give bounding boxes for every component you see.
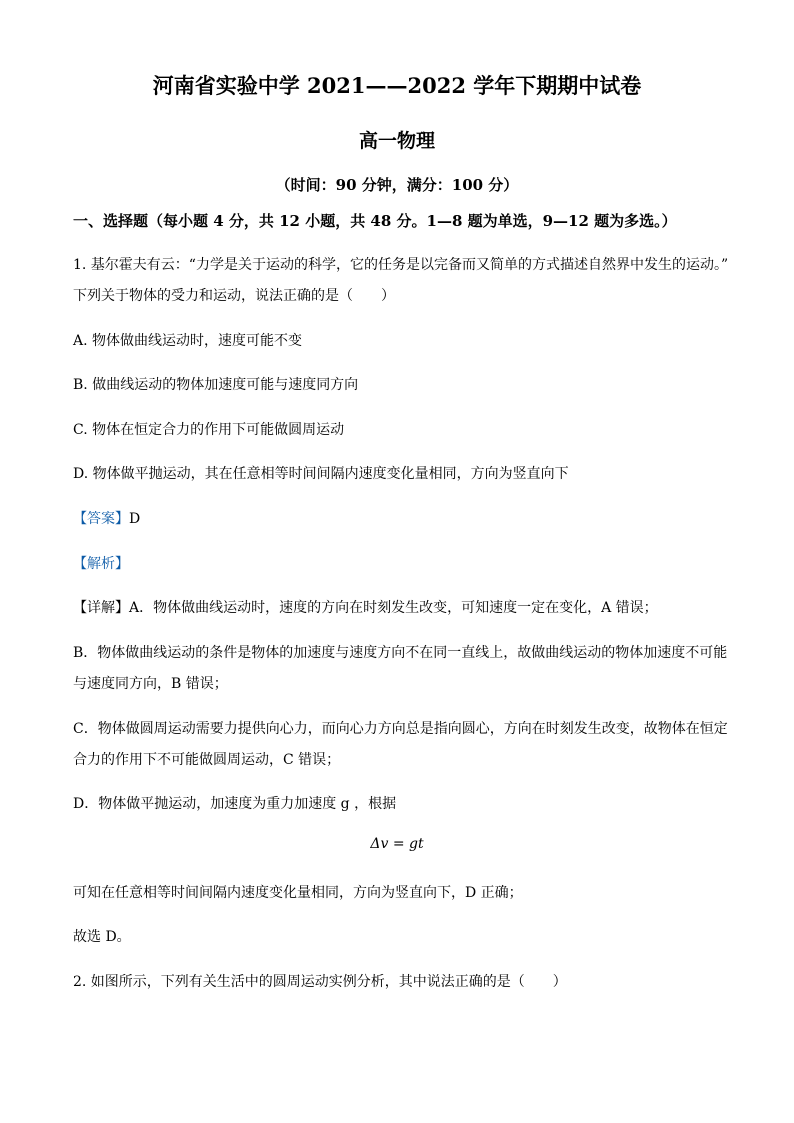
answer-label: 【答案】	[73, 511, 129, 527]
answer-line	[73, 508, 140, 528]
detail-a-text: A．物体做曲线运动时，速度的方向在时刻发生改变，可知速度一定在变化，A 错误；	[129, 600, 658, 616]
question1-option-c: C. 物体在恒定合力的作用下可能做圆周运动	[73, 422, 345, 438]
detail-label: 【详解】	[73, 600, 129, 616]
exam-subject: 高一物理	[358, 130, 435, 152]
detail-b-line2: 与速度同方向，B 错误；	[73, 676, 228, 692]
detail-d-line1: D．物体做平抛运动，加速度为重力加速度 g ，根据	[73, 796, 397, 812]
detail-b-line1: B．物体做曲线运动的条件是物体的加速度与速度方向不在同一直线上，故做曲线运动的物体加速度不可能	[73, 645, 728, 661]
analysis-label: 【解析】	[73, 556, 129, 572]
analysis-line	[73, 553, 129, 573]
question1-option-a: A. 物体做曲线运动时，速度可能不变	[73, 333, 303, 349]
answer-value: D	[129, 511, 141, 527]
question1-option-b: B. 做曲线运动的物体加速度可能与速度同方向	[73, 377, 359, 393]
exam-title: 河南省实验中学 2021——2022 学年下期期中试卷	[152, 73, 642, 98]
detail-c-line1: C．物体做圆周运动需要力提供向心力，而向心力方向总是指向圆心，方向在时刻发生改变，故物体在恒定	[73, 721, 728, 737]
conclusion: 故选 D。	[73, 929, 131, 945]
detail-c-line2: 合力的作用下不可能做圆周运动，C 错误；	[73, 752, 341, 768]
section-heading: 一、选择题（每小题 4 分，共 12 小题，共 48 分。1—8 题为单选，9—12 题为多选。）	[73, 212, 677, 230]
question1-option-d: D. 物体做平抛运动，其在任意相等时间间隔内速度变化量相同，方向为竖直向下	[73, 466, 569, 482]
exam-time-info: （时间：90 分钟，满分：100 分）	[275, 176, 519, 194]
question1-stem-line1: 1. 基尔霍夫有云：“力学是关于运动的科学，它的任务是以完备而又简单的方式描述自然界中发生的运动。”	[73, 257, 729, 273]
question1-stem-line2: 下列关于物体的受力和运动，说法正确的是（ ）	[73, 288, 395, 304]
detail-d-line2: 可知在任意相等时间间隔内速度变化量相同，方向为竖直向下，D 正确；	[73, 885, 523, 901]
detail-a-line	[73, 597, 658, 617]
formula: Δv = gt	[370, 836, 424, 852]
question2-stem: 2. 如图所示，下列有关生活中的圆周运动实例分析，其中说法正确的是（ ）	[73, 974, 567, 990]
